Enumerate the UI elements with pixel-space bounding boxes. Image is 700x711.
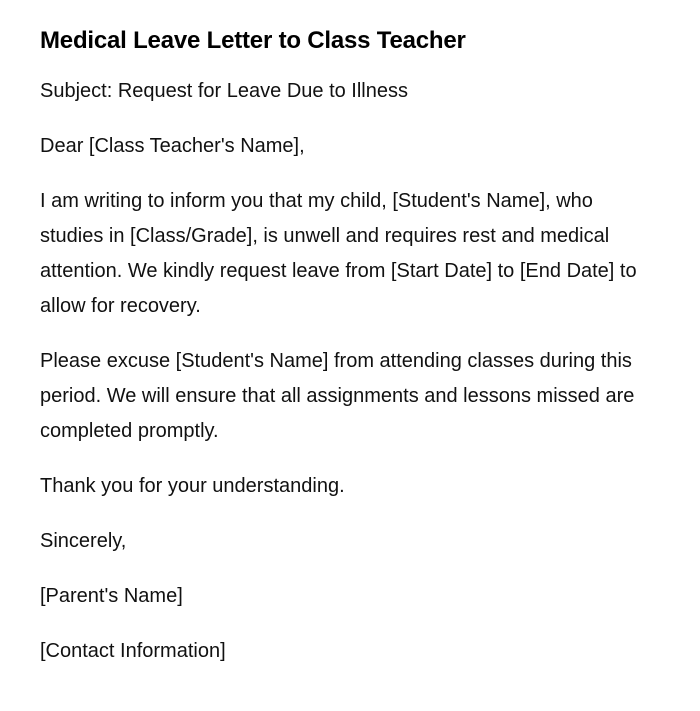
- letter-document: [40, 24, 650, 689]
- letter-signature-name: [Parent's Name]: [40, 585, 183, 607]
- letter-contact-info: [Contact Information]: [40, 640, 226, 662]
- page-title: Medical Leave Letter to Class Teacher: [40, 27, 466, 54]
- letter-subject: Subject: Request for Leave Due to Illness: [40, 80, 408, 102]
- letter-body-paragraph-1: I am writing to inform you that my child, [Student's Name], who studies in [Class/Grade], is unwell and requires rest and medical attention. We kindly request leave from [Start Date] to [End Date] to allow for recovery.: [40, 190, 637, 317]
- letter-closing: Sincerely,: [40, 530, 127, 552]
- letter-salutation: Dear [Class Teacher's Name],: [40, 135, 305, 157]
- letter-body-paragraph-2: Please excuse [Student's Name] from attending classes during this period. We will ensure that all assignments and lessons missed are completed promptly.: [40, 350, 635, 442]
- letter-thanks: Thank you for your understanding.: [40, 475, 345, 497]
